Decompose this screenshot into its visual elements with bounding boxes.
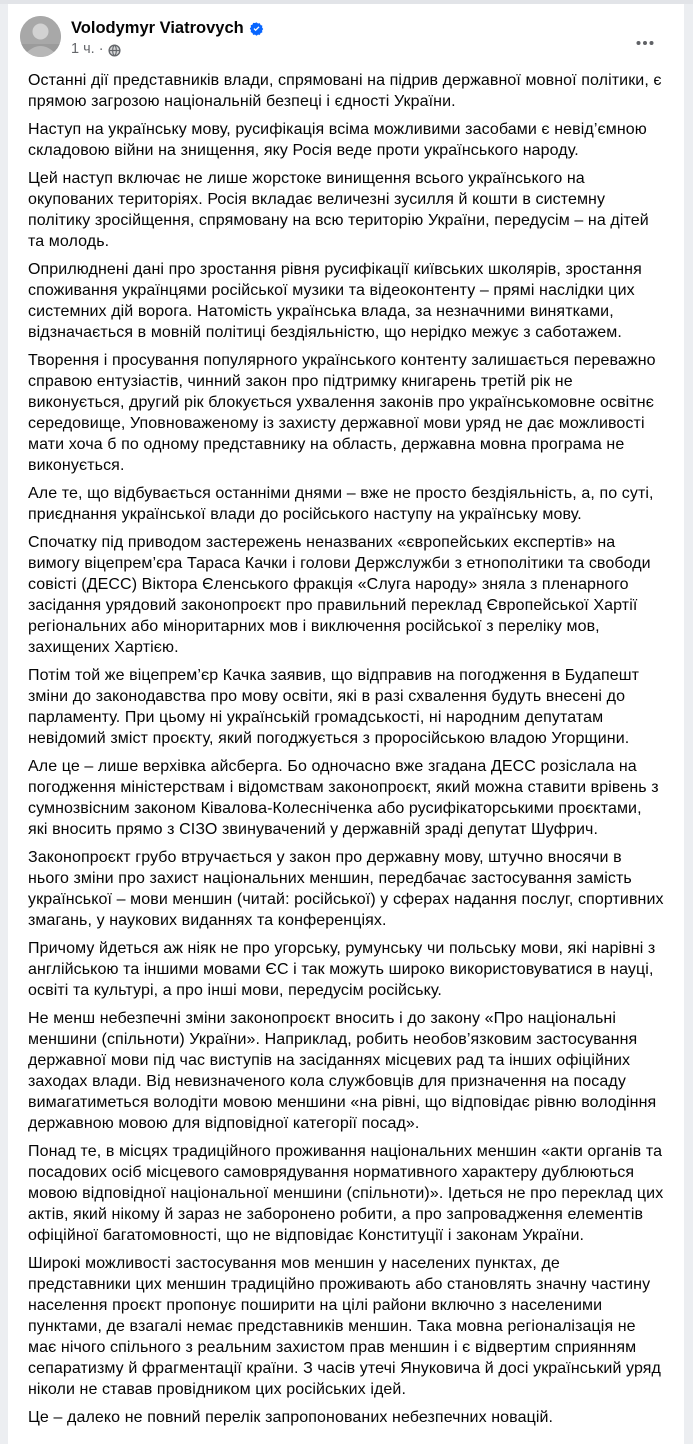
meta-separator: · xyxy=(98,41,104,57)
post-paragraph: Цей наступ включає не лише жорстоке винищення всього українського на окупованих територіях. Росія вкладає величезні зусилля й кошти в системну політику зросійщення, спрямовану на всю територію України, передусім – на дітей та молодь. xyxy=(28,170,649,250)
facebook-post-card xyxy=(8,4,684,1444)
post-paragraph: Творення і просування популярного українського контенту залишається переважно справою ентузіастів, чинний закон про підтримку книгарень третій рік не виконується, другий рік блокується ухвалення законів про українськомовне освітнє середовище, Уповноваженому із захисту державної мови уряд не дає можливості мати хоча б по одному представнику на область, державна мовна програма не виконується. xyxy=(28,352,656,474)
post-paragraph: Потім той же віцепрем’єр Качка заявив, що відправив на погодження в Будапешт зміни до законодавства про мову освіти, які в разі схвалення будуть внесені до парламенту. При цьому ні українській громадськості, ні народним депутатам невідомий зміст проєкту, який погоджується з проросійською владою Угорщини. xyxy=(28,667,640,747)
author-row xyxy=(71,18,264,38)
author-name-link[interactable]: Volodymyr Viatrovych xyxy=(71,19,244,37)
post-paragraph: Не менш небезпечні зміни законопроєкт вносить і до закону «Про національні меншини (спільноти) України». Наприклад, робить необов’язковим застосування державної мови під час виступів на засіданнях місцевих рад та інших офіційних заходах влади. Від невизначеного кола службовців для призначення на посаду вимагатиметься володіти мовою меншини «на рівні, що відповідає рівню володіння державною мовою для відповідної категорії посад». xyxy=(28,1010,657,1132)
post-paragraph: Але це – лише верхівка айсберга. Бо одночасно вже згадана ДЕСС розіслала на погодження міністерствам і відомствам законопроєкт, який можна ставити врівень з сумнозвісним законом Ківалова-Колесніченка або русифікаторськими проєктами, які вносить прямо з СІЗО звинувачений у державній зраді депутат Шуфрич. xyxy=(28,758,659,838)
post-paragraph: Наступ на українську мову, русифікація всіма можливими засобами є невід’ємною складовою війни на знищення, яку Росія веде проти українського народу. xyxy=(28,121,647,159)
post-options-button[interactable] xyxy=(628,26,662,60)
post-paragraph: Оприлюднені дані про зростання рівня русифікації київських школярів, зростання споживання українцями російської музики та відеоконтенту – прямі наслідки цих системних дій ворога. Натомість українська влада, за незначними винятками, відзначається в мовній політиці бездіяльністю, що нерідко межує з саботажем. xyxy=(28,261,642,341)
verified-badge-icon xyxy=(249,21,264,36)
profile-avatar[interactable] xyxy=(20,16,61,57)
post-meta-row xyxy=(71,41,264,58)
post-paragraph: Останні дії представників влади, спрямовані на підрив державної мовної політики, є прямою загрозою національній безпеці і єдності України. xyxy=(28,72,662,110)
post-timestamp-link[interactable]: 1 ч. xyxy=(71,41,95,57)
post-paragraph: Законопроєкт грубо втручається у закон про державну мову, штучно вносячи в нього зміни про захист національних меншин, передбачає застосування замість української – мови меншин (читай: російської) у сферах надання послуг, спортивних змагань, у наукових виданнях та конференціях. xyxy=(28,849,664,929)
globe-privacy-icon xyxy=(108,44,121,57)
post-paragraph: Але те, що відбувається останніми днями – вже не просто бездіяльність, а, по суті, приєднання української влади до російського наступу на українську мову. xyxy=(28,485,654,523)
avatar-portrait-image xyxy=(20,16,61,57)
post-paragraph: Причому йдеться аж ніяк не про угорську, румунську чи польську мови, які нарівні з англійською та іншими мовами ЄС і так можуть широко використовуватися в науці, освіті та культурі, а про інші мови, передусім російську. xyxy=(28,940,656,999)
post-paragraph: Це – далеко не повний перелік запропонованих небезпечних новацій. xyxy=(28,1409,554,1426)
header-text-block xyxy=(71,16,264,58)
post-paragraph: Понад те, в місцях традиційного проживання національних меншин «акти органів та посадових осіб місцевого самоврядування нормативного характеру дублюються мовою відповідної національної меншини (спільноти)». Ідеться не про переклад цих актів, який нікому й зараз не заборонено робити, а про запровадження елементів офіційної багатомовності, що не відповідає Конституції і законам України. xyxy=(28,1143,664,1244)
post-paragraph: Широкі можливості застосування мов меншин у населених пунктах, де представники цих меншин традиційно проживають або становлять значну частину населення проєкт пропонує поширити на цілі райони включно з населеними пунктами, де взагалі немає представників меншин. Така мовна регіоналізація не має нічого спільного з реальним захистом прав меншин і є відвертим сприянням сепаратизму й фрагментації країни. З часів утечі Януковича й досі український уряд ніколи не ставав провідником цих російських ідей. xyxy=(28,1255,661,1398)
ellipsis-icon xyxy=(635,33,655,53)
post-body-text xyxy=(20,70,666,1428)
post-paragraph: Спочатку під приводом застережень неназваних «європейських експертів» на вимогу віцепрем’єра Тараса Качки і голови Держслужби з етнополітики та свободи совісті (ДЕСС) Віктора Єленського фракція «Слуга народу» зняла з пленарного засідання урядовий законопроєкт про правильний переклад Європейської Хартії регіональних або міноритарних мов і виключення російської з переліку мов, захищених Хартією. xyxy=(28,534,651,656)
post-header xyxy=(20,16,666,70)
